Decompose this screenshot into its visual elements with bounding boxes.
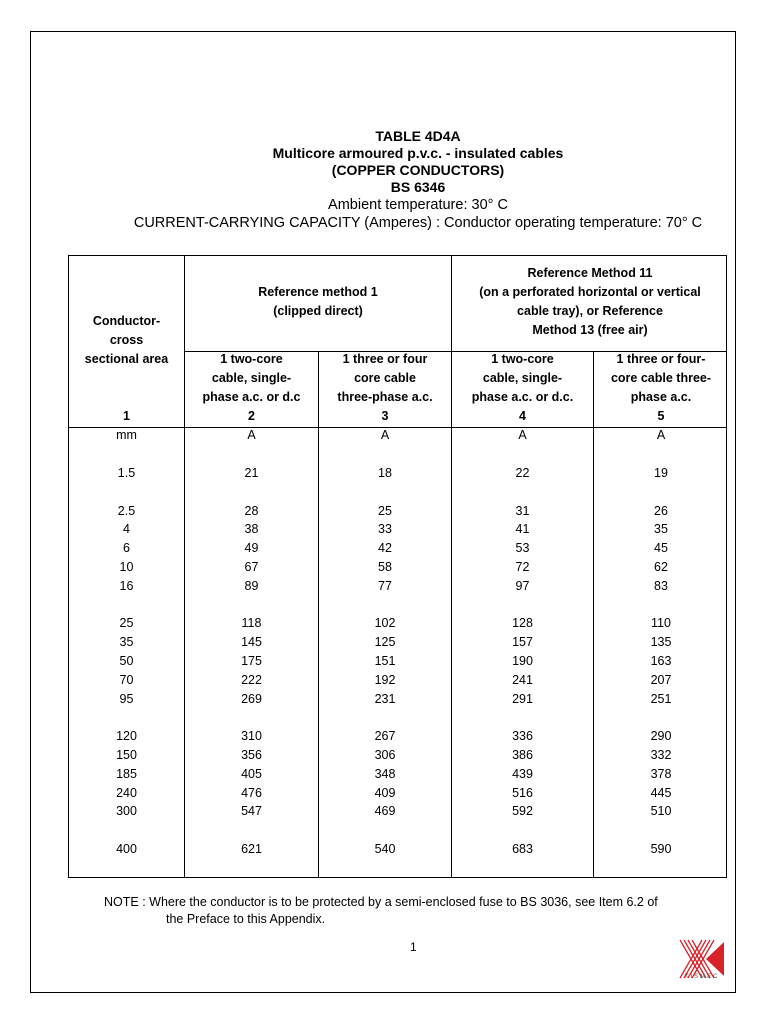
table-cell: 409 xyxy=(374,785,396,800)
table-cell: 128 xyxy=(512,616,533,631)
col1-header: Conductor- cross sectional area xyxy=(84,314,169,366)
table-cell: 683 xyxy=(512,842,533,856)
table-cell: 38 xyxy=(244,522,259,537)
table-cell: 267 xyxy=(374,729,396,744)
table-cell: 6 xyxy=(123,541,130,556)
table-cell: 445 xyxy=(650,785,672,800)
table-cell: 35 xyxy=(119,635,134,650)
table-cell: 151 xyxy=(374,654,396,668)
table-cell: 163 xyxy=(650,654,672,668)
table-cell: 306 xyxy=(374,748,396,762)
table-cell: 2.5 xyxy=(117,503,136,518)
table-cell: 25 xyxy=(119,616,134,631)
table-cell: 269 xyxy=(241,691,262,706)
table-cell: 621 xyxy=(241,842,262,856)
conductor-type: (COPPER CONDUCTORS) xyxy=(331,162,505,178)
table-cell: 102 xyxy=(374,616,396,631)
table-cell: 77 xyxy=(378,578,392,593)
table-cell: 150 xyxy=(116,748,137,762)
table-cell: 348 xyxy=(374,766,396,781)
table-cell: 135 xyxy=(650,635,672,650)
table-cell: 42 xyxy=(378,541,392,556)
table-cell: 192 xyxy=(374,672,396,687)
table-cell: 157 xyxy=(512,635,533,650)
table-cell: 50 xyxy=(119,654,134,668)
table-cell: 590 xyxy=(650,842,672,856)
unit-cell: A xyxy=(518,428,527,442)
table-cell: 67 xyxy=(244,560,259,574)
table-cell: 10 xyxy=(119,560,134,574)
table-cell: 28 xyxy=(244,503,259,518)
unit-cell: A xyxy=(380,428,390,442)
unit-cell: A xyxy=(247,428,256,442)
table-cell: 125 xyxy=(374,635,396,650)
table-cell: 400 xyxy=(116,842,137,856)
table-cell: 53 xyxy=(515,541,530,556)
table-cell: 207 xyxy=(650,672,672,687)
table-title: Multicore armoured p.v.c. - insulated cables xyxy=(272,145,564,161)
table-cell: 45 xyxy=(654,541,668,556)
table-cell: 476 xyxy=(241,785,262,800)
page-number: 1 xyxy=(410,940,417,954)
table-cell: 356 xyxy=(241,748,262,762)
table-cell: 185 xyxy=(116,766,137,781)
subheader-col5: 1 three or four- core cable three- phase a.c. 5 xyxy=(610,352,712,423)
table-cell: 310 xyxy=(241,729,262,744)
table-cell: 231 xyxy=(374,691,396,706)
table-cell: 83 xyxy=(654,578,668,593)
logo-text: KISMEC xyxy=(684,974,720,980)
table-cell: 336 xyxy=(512,729,533,744)
table-heading xyxy=(30,128,768,232)
table-cell: 251 xyxy=(650,691,672,706)
footnote-line-1: NOTE : Where the conductor is to be protected by a semi-enclosed fuse to BS 3036, see Item 6.2 of xyxy=(104,895,658,909)
footnote-line-2: the Preface to this Appendix. xyxy=(166,912,326,926)
table-cell: 72 xyxy=(515,560,530,574)
table-cell: 378 xyxy=(650,766,672,781)
table-cell: 49 xyxy=(244,541,259,556)
footnote xyxy=(104,894,724,928)
table-cell: 145 xyxy=(241,635,262,650)
standard-ref: BS 6346 xyxy=(390,179,446,195)
table-cell: 62 xyxy=(654,560,668,574)
subheader-col4: 1 two-core cable, single- phase a.c. or d.c. 4 xyxy=(471,352,574,423)
table-cell: 386 xyxy=(512,748,533,762)
col1-number: 1 xyxy=(123,409,130,423)
table-cell: 547 xyxy=(241,804,262,819)
table-cell: 18 xyxy=(378,466,392,480)
table-cell: 58 xyxy=(378,560,392,574)
table-cell: 33 xyxy=(378,522,392,537)
group1-header: Reference method 1 (clipped direct) xyxy=(258,285,378,318)
table-cell: 290 xyxy=(650,729,672,744)
table-cell: 510 xyxy=(650,804,672,819)
table-cell: 1.5 xyxy=(117,466,136,480)
table-cell: 240 xyxy=(116,785,137,800)
unit-cell: A xyxy=(656,428,666,442)
table-cell: 118 xyxy=(241,616,262,631)
table-cell: 21 xyxy=(244,466,259,480)
subheader-col2: 1 two-core cable, single- phase a.c. or d.c 2 xyxy=(202,352,301,423)
table-cell: 22 xyxy=(515,466,530,480)
table-cell: 190 xyxy=(512,654,533,668)
table-cell: 540 xyxy=(374,842,396,856)
table-cell: 469 xyxy=(374,804,396,819)
group2-header: Reference Method 11 (on a perforated horizontal or vertical cable tray), or Reference Method 13 (free air) xyxy=(479,266,701,337)
table-cell: 300 xyxy=(116,804,137,819)
table-cell: 332 xyxy=(650,748,672,762)
table-cell: 97 xyxy=(515,578,530,593)
capacity-table xyxy=(68,255,727,878)
unit-cell: mm xyxy=(116,428,137,442)
table-cell: 41 xyxy=(515,522,530,537)
table-cell: 95 xyxy=(119,691,134,706)
ambient-temperature: Ambient temperature: 30° C xyxy=(328,197,508,213)
capacity-caption: CURRENT-CARRYING CAPACITY (Amperes) : Conductor operating temperature: 70° C xyxy=(133,215,703,231)
table-cell: 35 xyxy=(654,522,668,537)
table-cell: 25 xyxy=(378,503,392,518)
table-id: TABLE 4D4A xyxy=(375,128,461,144)
table-cell: 175 xyxy=(241,654,262,668)
table-cell: 31 xyxy=(515,503,530,518)
table-cell: 439 xyxy=(512,766,533,781)
table-cell: 16 xyxy=(119,578,134,593)
table-cell: 89 xyxy=(244,578,259,593)
table-cell: 241 xyxy=(512,672,533,687)
table-cell: 291 xyxy=(512,691,533,706)
table-cell: 516 xyxy=(512,785,533,800)
subheader-col3: 1 three or four core cable three-phase a.c. 3 xyxy=(337,352,433,423)
table-cell: 26 xyxy=(654,503,668,518)
table-cell: 70 xyxy=(119,672,134,687)
table-cell: 592 xyxy=(512,804,533,819)
table-cell: 405 xyxy=(241,766,262,781)
table-cell: 4 xyxy=(123,522,130,537)
table-cell: 222 xyxy=(241,672,262,687)
table-cell: 110 xyxy=(651,616,671,631)
table-cell: 19 xyxy=(654,466,668,480)
table-cell: 120 xyxy=(116,729,137,744)
